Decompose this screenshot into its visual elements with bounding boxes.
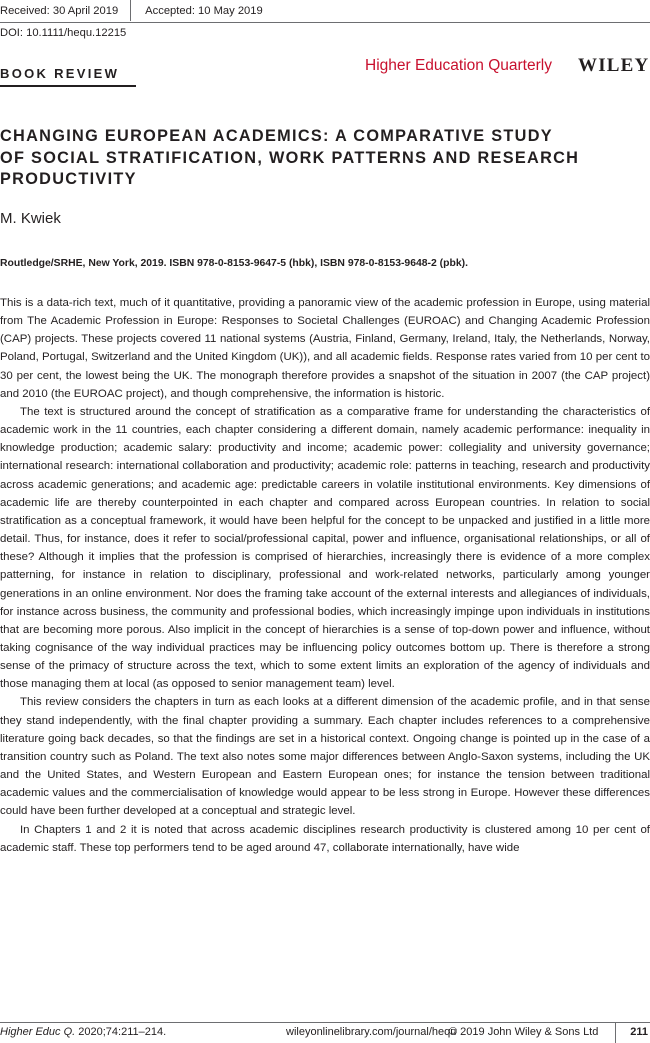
journal-url[interactable]: wileyonlinelibrary.com/journal/hequ [286,1026,457,1038]
publisher-logo: WILEY [578,55,650,76]
publication-info: Routledge/SRHE, New York, 2019. ISBN 978-0-8153-9647-5 (hbk), ISBN 978-0-8153-9648-2 (pbk). [0,258,468,269]
footer-divider [0,1022,650,1023]
page-number: 211 [630,1026,648,1038]
article-title [0,126,600,191]
date-separator [130,0,131,21]
footer-separator [615,1022,616,1043]
author-name: M. Kwiek [0,210,61,227]
doi: DOI: 10.1111/hequ.12215 [0,27,127,39]
citation-journal: Higher Educ Q. [0,1026,76,1038]
title-line: OF SOCIAL STRATIFICATION, WORK PATTERNS AND RESEARCH [0,148,580,167]
received-date: Received: 30 April 2019 [0,4,119,17]
accepted-date: Accepted: 10 May 2019 [145,4,263,17]
title-line: PRODUCTIVITY [0,170,137,188]
citation [0,1026,166,1038]
header-divider [0,22,650,23]
body-paragraph: This review considers the chapters in turn as each looks at a different dimension of the academic profile, and in that sense they stand independently, with the final chapter providing a summary. Each chapter includes references to a comprehensive literature going back decades, so that the findings are set in a historical context. Ongoing change is pointed up in the case of a transition country such as Poland. The text also notes some major differences between Anglo-Saxon systems, including the UK and the United States, and Western European and Eastern European ones; for instance the tension between traditional academic values and the commercialisation of knowledge would appear to be less strong in Europe. However these differences could have been further developed at a conceptual and strategic level. [0,696,650,818]
section-underline [0,85,136,87]
body-paragraph: In Chapters 1 and 2 it is noted that across academic disciplines research productivity is clustered among 10 per cent of academic staff. These top performers tend to be aged around 47, collaborate internationally, have wide [0,823,650,854]
title-line: CHANGING EUROPEAN ACADEMICS: A COMPARATIVE STUDY [0,127,553,145]
received-accepted-dates [0,0,263,21]
section-label: BOOK REVIEW [0,66,120,81]
body-paragraph: This is a data-rich text, much of it quantitative, providing a panoramic view of the academic profession in Europe, using material from The Academic Profession in Europe: Responses to Societal Challenges (EUROAC) and Changing Academic Profession (CAP) projects. These projects covered 11 national systems (Austria, Finland, Germany, Ireland, Italy, the Netherlands, Norway, Poland, Portugal, Switzerland and the United Kingdom (UK)), and all academic fields. Response rates varied from 10 per cent to 30 per cent, the lowest being the UK. The monograph therefore provides a snapshot of the situation in 2007 (the CAP project) and 2010 (the EUROAC project), and though comprehensive, the information is historic. [0,297,650,400]
journal-name: Higher Education Quarterly [365,57,552,74]
page-footer [0,1026,650,1043]
citation-details: 2020;74:211–214. [75,1026,167,1038]
copyright: © 2019 John Wiley & Sons Ltd [449,1026,599,1038]
body-paragraph: The text is structured around the concept of stratification as a comparative frame for understanding the characteristics of academic work in the 11 countries, each chapter considering a different domain, namely academic performance: inequality in knowledge production; academic salary: productivity and income; academic power: collegiality and university governance; international research: international collaboration and productivity; academic role: patterns in teaching, research and productivity across academic generations; and academic age: predictable careers in volatile institutional environments. Key dimensions of academic life are thereby counterpointed in each chapter and compared across European countries. In relation to social stratification as a conceptual framework, it would have been helpful for the concept to be unpacked and justified in a little more detail. Thus, for instance, does it refer to social/professional capital, power and influence, organisational relationships, or all of these? Although it implies that the profession is comprised of hierarchies, increasingly there is evidence of a more complex patterning, for instance in relation to disciplinary, professional and work-related networks, particularly among younger generations in an online environment. Nor does the framing take account of the external interests and allegiances of individuals, for instance across business, the community and professional bodies, which increasingly impinge upon individuals in institutions that are becoming more porous. Also implicit in the concept of hierarchies is a sense of top-down power and influence, without taking cognisance of the way individual practices may be influencing policy outcomes bottom up. There is therefore a strong sense of the primacy of structure across the text, which to some extent limits an exploration of the agency of individuals and those managing them at local (as opposed to senior management team) level. [0,405,650,691]
article-body [0,294,650,857]
